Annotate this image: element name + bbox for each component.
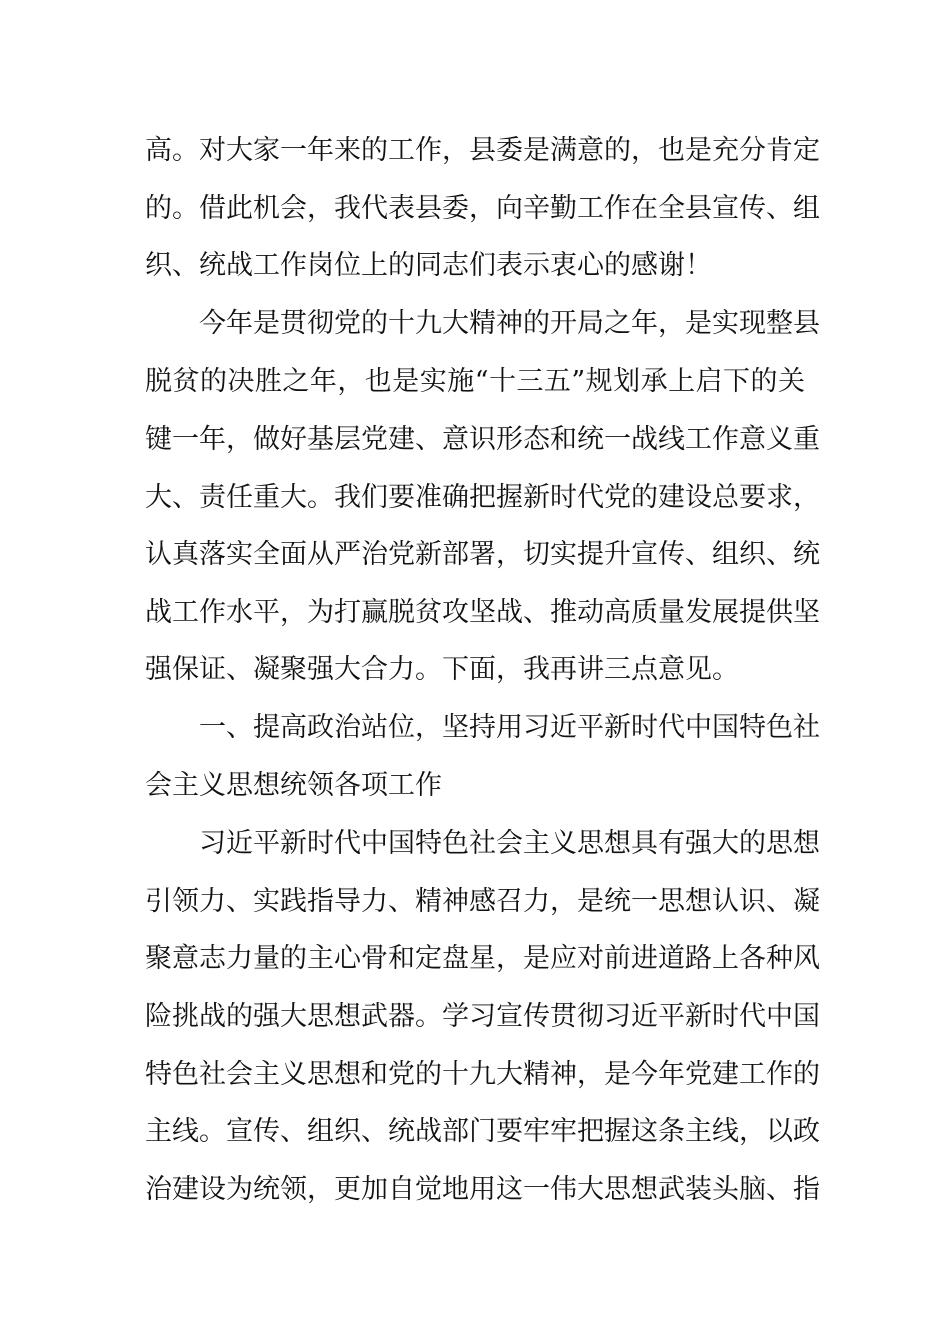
text-line: 治建设为统领，更加自觉地用这一伟大思想武装头脑、指 (145, 1174, 820, 1205)
text-line: 高。对大家一年来的工作，县委是满意的，也是充分肯定 (145, 135, 820, 166)
text-line: 聚意志力量的主心骨和定盘星，是应对前进道路上各种风 (145, 943, 820, 974)
text-line: 险挑战的强大思想武器。学习宣传贯彻习近平新时代中国 (145, 1001, 820, 1032)
text-line: 战工作水平，为打赢脱贫攻坚战、推动高质量发展提供坚 (145, 597, 820, 628)
text-line: 的。借此机会，我代表县委，向辛勤工作在全县宣传、组 (145, 193, 820, 224)
paragraph-first-line: 习近平新时代中国特色社会主义思想具有强大的思想 (199, 828, 820, 859)
text-line: 特色社会主义思想和党的十九大精神，是今年党建工作的 (145, 1059, 820, 1090)
section-heading-line: 会主义思想统领各项工作 (145, 770, 442, 801)
text-line: 主线。宣传、组织、统战部门要牢牢把握这条主线，以政 (145, 1116, 820, 1147)
text-line: 脱贫的决胜之年，也是实施“十三五”规划承上启下的关 (145, 366, 805, 397)
text-line: 引领力、实践指导力、精神感召力，是统一思想认识、凝 (145, 886, 820, 917)
text-line: 强保证、凝聚强大合力。下面，我再讲三点意见。 (145, 654, 739, 685)
text-line: 织、统战工作岗位上的同志们表示衷心的感谢！ (145, 250, 712, 281)
text-line: 键一年，做好基层党建、意识形态和统一战线工作意义重 (145, 424, 820, 455)
paragraph-first-line: 今年是贯彻党的十九大精神的开局之年，是实现整县 (199, 308, 820, 339)
section-heading-line: 一、提高政治站位，坚持用习近平新时代中国特色社 (199, 712, 820, 743)
text-line: 认真落实全面从严治党新部署，切实提升宣传、组织、统 (145, 539, 820, 570)
text-line: 大、责任重大。我们要准确把握新时代党的建设总要求， (145, 482, 820, 513)
